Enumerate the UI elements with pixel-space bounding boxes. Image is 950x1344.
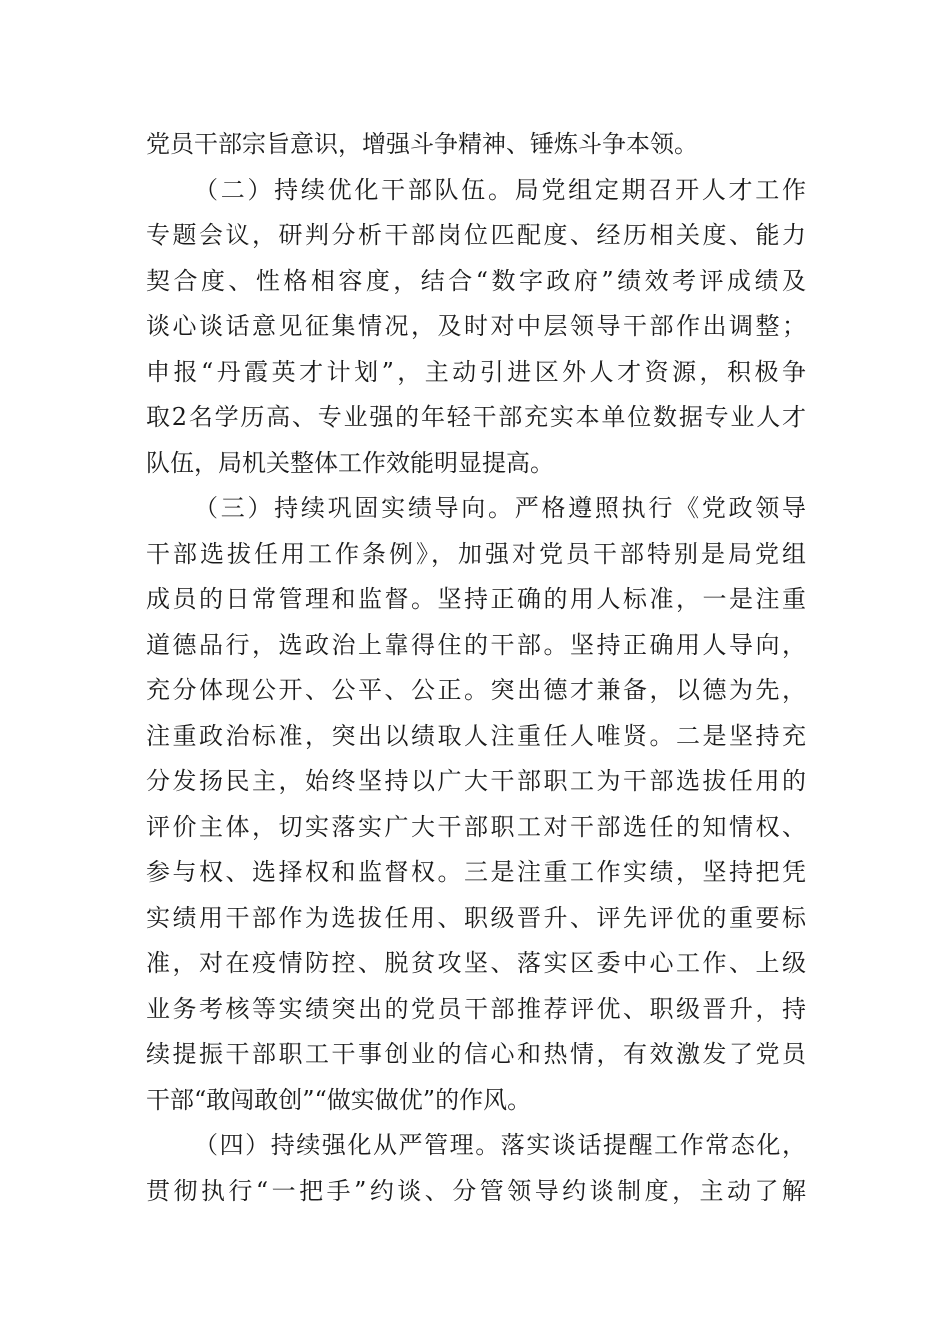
text-line: 注重政治标准，突出以绩取人注重任人唯贤。二是坚持充 (146, 721, 806, 750)
paragraph-4-start: （四）持续强化从严管理。落实谈话提醒工作常态化， (194, 1131, 806, 1159)
text-line: 续提振干部职工干事创业的信心和热情，有效激发了党员 (146, 1040, 806, 1068)
text-line: 契合度、性格相容度，结合“数字政府”绩效考评成绩及 (146, 266, 806, 295)
body-text (146, 122, 806, 1214)
text-line: 专题会议，研判分析干部岗位匹配度、经历相关度、能力 (146, 221, 806, 249)
text-line: 取2名学历高、专业强的年轻干部充实本单位数据专业人才 (146, 403, 806, 431)
text-line: 党员干部宗旨意识，增强斗争精神、锤炼斗争本领。 (146, 130, 698, 158)
text-line: 干部选拔任用工作条例》，加强对党员干部特别是局党组 (146, 539, 806, 568)
text-line: 充分体现公开、公平、公正。突出德才兼备，以德为先， (146, 676, 806, 704)
text-line: 准，对在疫情防控、脱贫攻坚、落实区委中心工作、上级 (146, 949, 806, 977)
text-line: 贯彻执行“一把手”约谈、分管领导约谈制度，主动了解 (146, 1176, 806, 1205)
text-line: 评价主体，切实落实广大干部职工对干部选任的知情权、 (146, 812, 806, 841)
text-line: 谈心谈话意见征集情况，及时对中层领导干部作出调整； (146, 312, 806, 340)
text-line: 队伍，局机关整体工作效能明显提高。 (146, 448, 554, 477)
text-line: 实绩用干部作为选拔任用、职级晋升、评先评优的重要标 (146, 903, 806, 932)
text-line: 成员的日常管理和监督。坚持正确的用人标准，一是注重 (146, 585, 806, 613)
text-line: 干部“敢闯敢创”“做实做优”的作风。 (146, 1085, 532, 1114)
text-line: 道德品行，选政治上靠得住的干部。坚持正确用人导向， (146, 630, 806, 659)
text-line: 参与权、选择权和监督权。三是注重工作实绩，坚持把凭 (146, 858, 806, 886)
text-line: 分发扬民主，始终坚持以广大干部职工为干部选拔任用的 (146, 767, 806, 795)
paragraph-3-start: （三）持续巩固实绩导向。严格遵照执行《党政领导 (194, 494, 806, 522)
text-line: 业务考核等实绩突出的党员干部推荐评优、职级晋升，持 (146, 994, 806, 1023)
text-line: 申报“丹霞英才计划”，主动引进区外人才资源，积极争 (146, 357, 806, 386)
paragraph-2-start: （二）持续优化干部队伍。局党组定期召开人才工作 (194, 175, 806, 204)
